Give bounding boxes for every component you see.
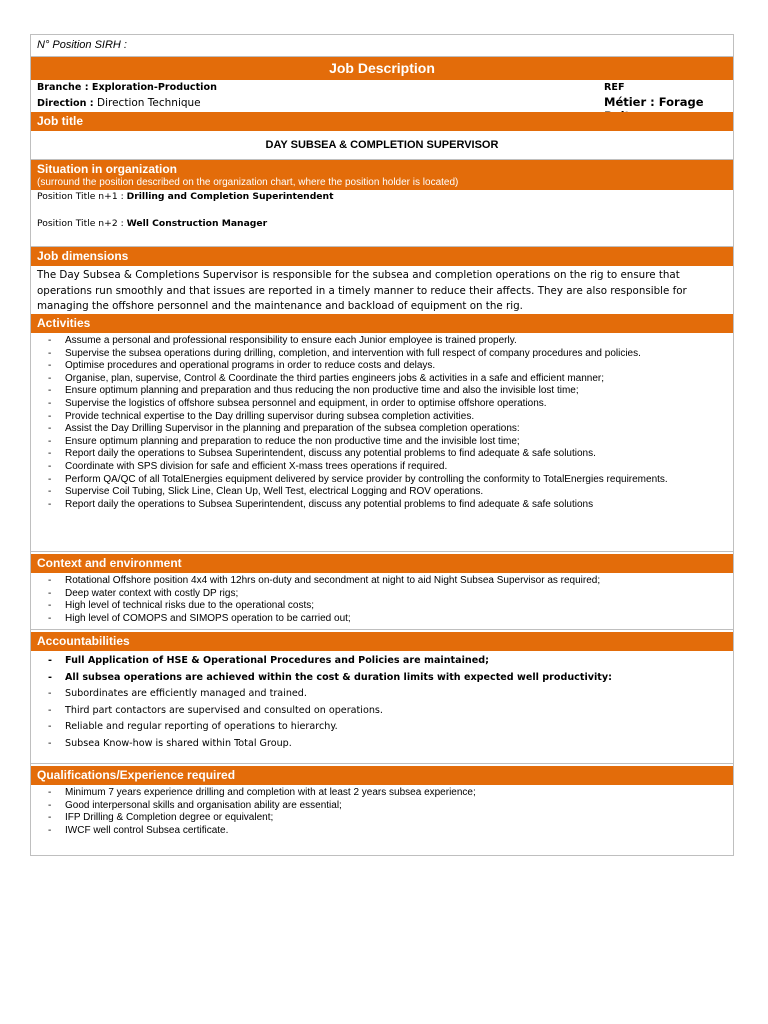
- list-item: - IWCF well control Subsea certificate.: [31, 825, 733, 838]
- list-item: - Optimise procedures and operational programs in order to reduce costs and delays.: [31, 360, 733, 373]
- list-item: - Deep water context with costly DP rigs;: [31, 588, 733, 601]
- position-n2-value: Well Construction Manager: [126, 218, 268, 229]
- divider: [31, 551, 733, 552]
- list-item: - Subordinates are efficiently managed and trained.: [31, 686, 733, 703]
- divider: [31, 246, 733, 247]
- accountabilities-list: [31, 653, 733, 753]
- divider: [31, 763, 733, 764]
- list-item: - Supervise the subsea operations during drilling, completion, and intervention with full respect of company procedures and policies.: [31, 348, 733, 361]
- metier-value: Métier : Forage: [604, 95, 704, 109]
- list-item: - Coordinate with SPS division for safe and efficient X-mass trees operations if required.: [31, 461, 733, 474]
- qualifications-header: [31, 766, 733, 785]
- job-title-header: [31, 112, 733, 131]
- list-item: - All subsea operations are achieved within the cost & duration limits with expected well productivity:: [31, 670, 733, 687]
- branche-line: [37, 82, 217, 93]
- context-heading: Context and environment: [37, 556, 182, 570]
- direction-value: Direction Technique: [97, 97, 201, 109]
- list-item: - High level of technical risks due to the operational costs;: [31, 600, 733, 613]
- activities-list: [31, 335, 733, 511]
- direction-line: [37, 97, 201, 109]
- divider: [31, 56, 733, 57]
- position-sirh-row: [31, 35, 733, 56]
- accountabilities-list-container: [31, 653, 733, 753]
- position-n2-line: [37, 218, 267, 229]
- qualifications-heading: Qualifications/Experience required: [37, 768, 236, 782]
- list-item: - Reliable and regular reporting of operations to hierarchy.: [31, 719, 733, 736]
- activities-heading: Activities: [37, 316, 91, 330]
- situation-subheading: (surround the position described on the organization chart, where the position holder is located): [37, 177, 459, 188]
- list-item: - Report daily the operations to Subsea Superintendent, discuss any potential problems to find adequate & safe solutions: [31, 499, 733, 512]
- position-n1-value: Drilling and Completion Superintendent: [126, 191, 334, 202]
- job-dimensions-header: [31, 247, 733, 266]
- org-info-block: [31, 80, 733, 112]
- job-dimensions-heading: Job dimensions: [37, 249, 129, 263]
- job-title-heading: Job title: [37, 114, 84, 128]
- list-item: - Provide technical expertise to the Day drilling supervisor during subsea completion activities.: [31, 411, 733, 424]
- situation-body: [31, 190, 733, 248]
- job-dimensions-text: The Day Subsea & Completions Supervisor is responsible for the subsea and completion operations on the rig to ensure that operations run smoothly and that issues are reported in a timely manner to reduce their affects. They are also responsible for managing the offshore personnel and the maintenance and backload of equipment on the rig.: [37, 269, 687, 312]
- list-item: - Report daily the operations to Subsea Superintendent, discuss any potential problems to find adequate & safe solutions.: [31, 448, 733, 461]
- branche-label: Branche :: [37, 82, 92, 93]
- position-n2-label: Position Title n+2 :: [37, 218, 127, 229]
- list-item: - Full Application of HSE & Operational Procedures and Policies are maintained;: [31, 653, 733, 670]
- ref-label: REF: [604, 82, 625, 93]
- list-item: - Ensure optimum planning and preparation and thus reducing the non productive time and also the invisible lost time;: [31, 385, 733, 398]
- situation-header: [31, 160, 733, 190]
- accountabilities-header: [31, 632, 733, 651]
- list-item: - Organise, plan, supervise, Control & Coordinate the third parties engineers jobs & activities in a safe and efficient manner;: [31, 373, 733, 386]
- list-item: - Minimum 7 years experience drilling and completion with at least 2 years subsea experience;: [31, 787, 733, 800]
- position-n1-label: Position Title n+1 :: [37, 191, 127, 202]
- direction-label: Direction :: [37, 98, 97, 109]
- accountabilities-heading: Accountabilities: [37, 634, 130, 648]
- divider: [31, 159, 733, 160]
- list-item: - Ensure optimum planning and preparation to reduce the non productive time and the invisible lost time;: [31, 436, 733, 449]
- list-item: - Assist the Day Drilling Supervisor in the planning and preparation of the subsea completion operations:: [31, 423, 733, 436]
- context-header: [31, 554, 733, 573]
- list-item: - Rotational Offshore position 4x4 with 12hrs on-duty and secondment at night to aid Night Subsea Supervisor as required;: [31, 575, 733, 588]
- list-item: - Subsea Know-how is shared within Total Group.: [31, 736, 733, 753]
- document-title-bar: [31, 56, 733, 80]
- situation-heading: Situation in organization: [37, 162, 177, 176]
- activities-header: [31, 314, 733, 333]
- context-list-container: [31, 575, 733, 625]
- list-item: - High level of COMOPS and SIMOPS operation to be carried out;: [31, 613, 733, 626]
- position-sirh-label: N° Position SIRH :: [37, 39, 127, 51]
- list-item: - Supervise the logistics of offshore subsea personnel and equipment, in order to optimise offshore operations.: [31, 398, 733, 411]
- list-item: - IFP Drilling & Completion degree or equivalent;: [31, 812, 733, 825]
- activities-list-container: [31, 335, 733, 511]
- branche-value: Exploration-Production: [91, 82, 217, 93]
- divider: [31, 629, 733, 630]
- context-list: [31, 575, 733, 625]
- qualifications-list: [31, 787, 733, 837]
- job-title-row: [31, 131, 733, 159]
- list-item: - Perform QA/QC of all TotalEnergies equipment delivered by service provider by controlling the conformity to TotalEnergies requirements.: [31, 474, 733, 487]
- document-title: Job Description: [329, 60, 435, 76]
- job-title-value: DAY SUBSEA & COMPLETION SUPERVISOR: [265, 139, 499, 151]
- job-description-document: [30, 34, 734, 856]
- list-item: - Third part contactors are supervised and consulted on operations.: [31, 703, 733, 720]
- position-n1-line: [37, 191, 333, 202]
- list-item: - Supervise Coil Tubing, Slick Line, Clean Up, Well Test, electrical Logging and ROV operations.: [31, 486, 733, 499]
- list-item: - Good interpersonal skills and organisation ability are essential;: [31, 800, 733, 813]
- qualifications-list-container: [31, 787, 733, 837]
- list-item: - Assume a personal and professional responsibility to ensure each Junior employee is trained properly.: [31, 335, 733, 348]
